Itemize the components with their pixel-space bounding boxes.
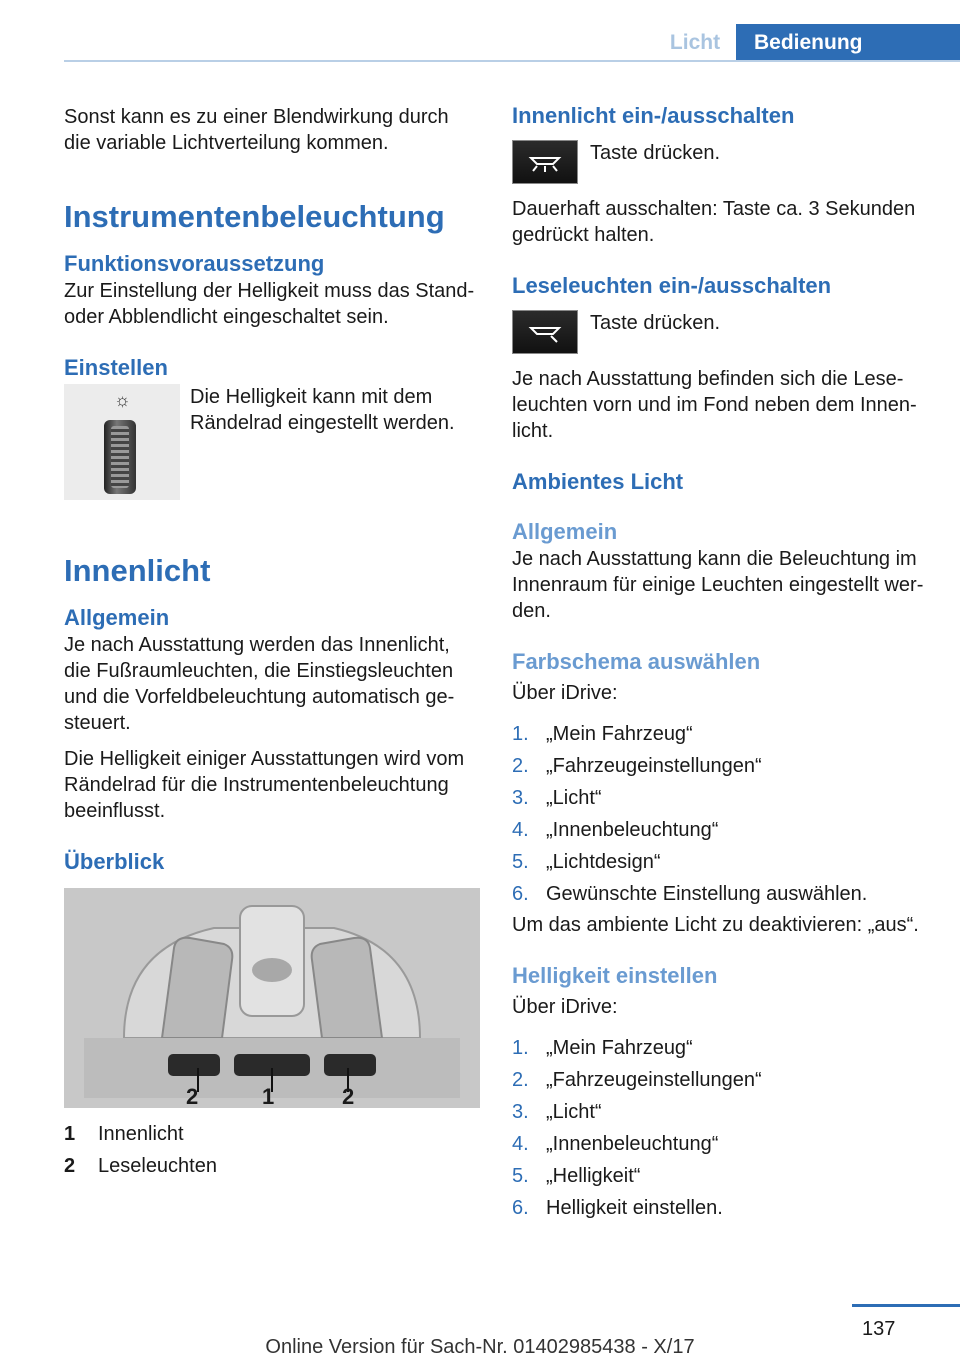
taste-text-2: Taste drücken. (590, 312, 721, 334)
reading-light-icon (525, 320, 565, 344)
heading-ambientes-licht: Ambientes Licht (512, 469, 684, 494)
allgemein-text-1: Je nach Ausstattung werden das Innenlicht, die Fußraumleuchten, die Einstiegsleuchten und die Vorfeldbeleuchtung automatisch gesteuert. (64, 634, 455, 734)
idrive-text-1: Über iDrive: (512, 682, 618, 704)
reading-light-button-image (512, 310, 578, 354)
heading-allgemein: Allgemein (64, 605, 170, 630)
heading-funktionsvoraussetzung: Funktionsvoraussetzung (64, 251, 325, 276)
helligkeit-steps (512, 1032, 932, 1224)
heading-instrumentenbeleuchtung: Instrumentenbeleuchtung (64, 199, 445, 234)
heading-leseleuchten-schalten: Leseleuchten ein-/ausschalten (512, 273, 832, 298)
list-item: 4. „Innenbeleuchtung“ (512, 819, 719, 841)
overhead-console-photo (64, 888, 480, 1108)
deaktivieren-text: Um das ambiente Licht zu deaktivieren: „aus“. (512, 914, 919, 936)
list-item: 5. „Helligkeit“ (512, 1165, 641, 1187)
idrive-text-2: Über iDrive: (512, 996, 618, 1018)
list-item: 2. „Fahrzeugeinstellungen“ (512, 755, 762, 777)
heading-einstellen: Einstellen (64, 355, 168, 380)
page-number: 137 (862, 1318, 896, 1340)
dauerhaft-text: Dauerhaft ausschalten: Taste ca. 3 Sekunden gedrückt halten. (512, 198, 916, 246)
list-item: 4. „Innenbeleuchtung“ (512, 1133, 719, 1155)
left-column (64, 100, 480, 1182)
page-number-rule (852, 1304, 960, 1307)
intro-text: Sonst kann es zu einer Blendwirkung durch die variable Lichtverteilung kommen. (64, 106, 449, 154)
heading-ueberblick: Überblick (64, 849, 165, 874)
right-column (512, 100, 932, 1224)
header-divider (64, 60, 960, 62)
farbschema-steps (512, 718, 932, 910)
lese-text: Je nach Ausstattung befinden sich die Leseleuchten vorn und im Fond neben dem Innenlicht. (512, 368, 917, 442)
light-dimmer-icon: ☼ (114, 390, 131, 410)
legend-item: 1 Innenlicht (64, 1123, 184, 1145)
list-item: 1. „Mein Fahrzeug“ (512, 1037, 693, 1059)
list-item: 6. Helligkeit einstellen. (512, 1197, 723, 1219)
legend (64, 1118, 480, 1182)
thumbwheel-image (64, 384, 180, 500)
list-item: 5. „Lichtdesign“ (512, 851, 661, 873)
heading-farbschema: Farbschema auswählen (512, 649, 761, 674)
photo-label-left: 2 (186, 1084, 199, 1108)
online-version-footer: Online Version für Sach-Nr. 01402985438 - X/17 (265, 1336, 695, 1358)
list-item: 2. „Fahrzeugeinstellungen“ (512, 1069, 762, 1091)
taste-text-1: Taste drücken. (590, 142, 721, 164)
heading-innenlicht: Innenlicht (64, 553, 211, 588)
header-section: Licht (669, 31, 721, 54)
legend-item: 2 Leseleuchten (64, 1155, 217, 1177)
list-item: 1. „Mein Fahrzeug“ (512, 723, 693, 745)
photo-label-center: 1 (262, 1084, 275, 1108)
list-item: 6. Gewünschte Einstellung auswählen. (512, 883, 868, 905)
heading-innenlicht-schalten: Innenlicht ein-/ausschalten (512, 103, 795, 128)
heading-helligkeit-einstellen: Helligkeit einstellen (512, 963, 718, 988)
einstellen-text: Die Helligkeit kann mit dem Rändelrad eingestellt werden. (190, 386, 455, 434)
funktion-text: Zur Einstellung der Helligkeit muss das Stand- oder Abblendlicht eingeschaltet sein. (64, 280, 475, 328)
heading-allgemein-ambiente: Allgemein (512, 519, 618, 544)
interior-light-icon (525, 150, 565, 174)
photo-label-right: 2 (342, 1084, 355, 1108)
interior-light-button-image (512, 140, 578, 184)
list-item: 3. „Licht“ (512, 1101, 602, 1123)
header-chapter: Bedienung (736, 24, 960, 62)
list-item: 3. „Licht“ (512, 787, 602, 809)
allgemein-text-2: Die Helligkeit einiger Ausstattungen wird vom Rändelrad für die Instrumentenbeleuchtung beeinflusst. (64, 748, 465, 822)
allgemein-ambiente-text: Je nach Ausstattung kann die Beleuchtung im Innenraum für einige Leuchten eingestellt werden. (512, 548, 924, 622)
